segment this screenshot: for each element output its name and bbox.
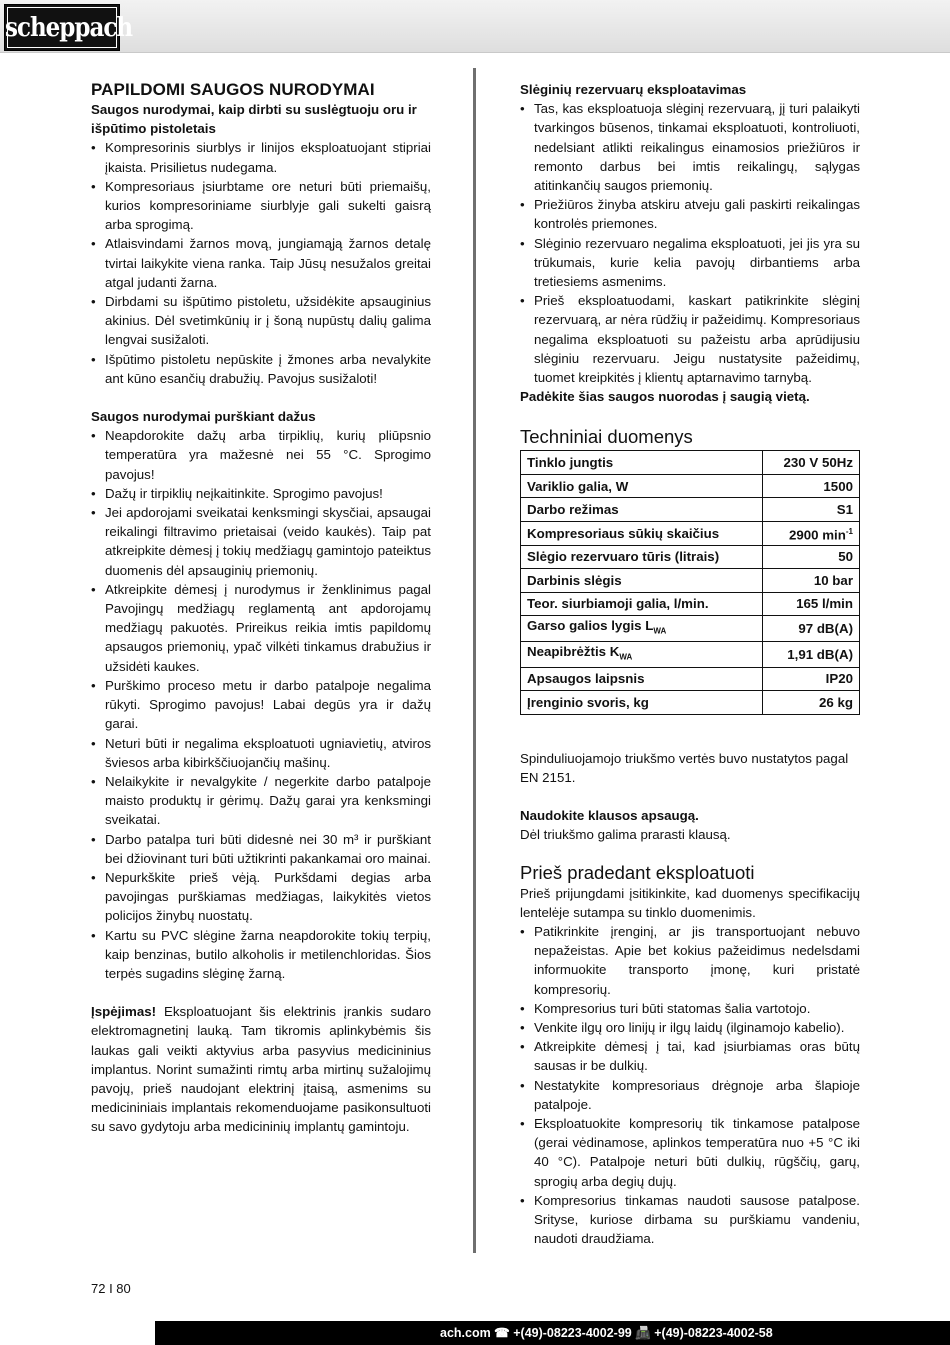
list-item: • Nelaikykite ir nevalgykite / negerkite darbo patalpoje maisto produktų ir gėrimų. Dažų garai yra kenksmingi sveikatai. xyxy=(91,772,431,830)
spec-value-sup: -1 xyxy=(845,526,853,536)
page-number: 72 I 80 xyxy=(91,1281,131,1296)
table-row xyxy=(521,451,860,475)
list-item: • Jei apdorojami sveikatai kenksmingi skysčiai, apsaugai reikalingi filtravimo prietaisai (veido kaukės). Taip pat atkreipkite dėmesį į tokių medžiagų gamintojo pateiktus duomenis dėl apsauginių priemonių. xyxy=(91,503,431,580)
subheading-pressure-vessel: Slėginių rezervuarų eksploatavimas xyxy=(520,82,747,97)
before-start-title-text: Prieš pradedant eksploatuoti xyxy=(520,861,755,883)
section-title-before-start xyxy=(520,862,860,884)
list-item: • Patikrinkite įrenginį, ar jis transportuojant nebuvo nepažeistas. Apie bet kokius pažeidimus nedelsdami informuokite transporto įmonę, kuri pristatė kompresorių. xyxy=(520,922,860,999)
table-row xyxy=(521,641,860,667)
spec-value: 97 dB(A) xyxy=(762,616,859,642)
before-start-list xyxy=(520,922,860,1248)
list-item: • Išpūtimo pistoletu nepūskite į žmones arba nevalykite ant kūno esančių drabužių. Pavojus susižaloti! xyxy=(91,350,431,388)
footer-contact: ach.com ☎ +(49)-08223-4002-99 📠 +(49)-08223-4002-58 xyxy=(440,1326,773,1340)
table-row xyxy=(521,667,860,691)
list-item: • Nepurkškite prieš vėją. Purkšdami degias arba pavojingas purškiamas medžiagas, laikykitės vietos policijos žinybų nuostatų. xyxy=(91,868,431,926)
spacer xyxy=(520,845,860,862)
list-item: • Kompresoriaus įsiurbtame ore neturi būti priemaišų, kurios kompresoriniame siurblyje gali sukelti gaisrą arba sprogimą. xyxy=(91,177,431,235)
spec-value: 165 l/min xyxy=(762,592,859,616)
section-title-tech-data xyxy=(520,426,860,448)
spec-value: S1 xyxy=(762,498,859,522)
list-item: • Neturi būti ir negalima eksploatuoti ugniavietių, atviros šviesos arba kibirkščiuojančių mašinų. xyxy=(91,734,431,772)
spec-label-text: Neapibrėžtis K xyxy=(527,643,620,659)
spec-value-text: 2900 min xyxy=(788,527,846,543)
list-item: • Kompresorinis siurblys ir linijos eksploatuojant stipriai įkaista. Prisilietus nudegama. xyxy=(91,138,431,176)
spec-label: Įrenginio svoris, kg xyxy=(521,691,763,715)
spec-label xyxy=(521,641,763,667)
table-row xyxy=(521,592,860,616)
table-row xyxy=(521,616,860,642)
pressure-vessel-list xyxy=(520,99,860,387)
spacer xyxy=(91,983,431,1002)
spacer xyxy=(520,787,860,806)
spacer xyxy=(91,388,431,407)
table-row xyxy=(521,521,860,545)
warning-text: Eksploatuojant šis elektrinis įrankis sudaro elektromagnetinį lauką. Tam tikromis aplinkybėmis šis laukas gali veikti aktyvius arba pasyvius medicininius implantus. Norint sumažinti rimtų arba mirtinų sužalojimų pavojų, prieš naudojant elektrinį įtaisą, asmenims su medicininiais implantais rekomenduojame pasikonsultuoti su savo gydytoju arba medicininių implantų gamintoju. xyxy=(91,1004,431,1135)
spec-label: Variklio galia, W xyxy=(521,474,763,498)
warning-label: Įspėjimas! xyxy=(91,1004,157,1020)
spec-value: 10 bar xyxy=(762,569,859,593)
right-column xyxy=(520,80,860,1248)
list-item: • Kartu su PVC slėgine žarna neapdorokite tokių terpių, kaip benzinas, butilo alkoholis ir metilenchloridas. Šios terpės sugadins slėginę žarną. xyxy=(91,926,431,984)
noise-note: Spinduliuojamojo triukšmo vertės buvo nustatytos pagal EN 2151. xyxy=(520,750,849,785)
list-item: • Nestatykite kompresoriaus drėgnoje arba šlapioje patalpoje. xyxy=(520,1076,860,1114)
tech-title-text: Techniniai duomenys xyxy=(520,426,693,448)
list-item: • Kompresorius tinkamas naudoti sausose patalpose. Srityse, kuriose dirbama su purškiamu vandeniu, naudoti draudžiama. xyxy=(520,1191,860,1249)
list-item: • Slėginio rezervuaro negalima eksploatuoti, jei jis yra su trūkumais, kurie kelia pavojų dirbantiems arba tretiesiems asmenims. xyxy=(520,234,860,292)
page-header xyxy=(0,0,950,53)
spec-label: Apsaugos laipsnis xyxy=(521,667,763,691)
painting-list xyxy=(91,426,431,983)
table-row xyxy=(521,474,860,498)
spec-value: 26 kg xyxy=(762,691,859,715)
left-column xyxy=(91,80,431,1137)
spec-label-sub: WA xyxy=(653,626,667,636)
list-item: • Atlaisvindami žarnos movą, jungiamąją žarnos detalę tvirtai laikykite viena ranka. Taip Jūsų nesužalos greitai atgal judanti žarna. xyxy=(91,234,431,292)
spec-label: Tinklo jungtis xyxy=(521,451,763,475)
section-title-safety: PAPILDOMI SAUGOS NURODYMAI xyxy=(91,80,375,99)
brand-logo xyxy=(4,4,133,51)
table-row xyxy=(521,691,860,715)
spec-value: 230 V 50Hz xyxy=(762,451,859,475)
list-item: • Dirbdami su išpūtimo pistoletu, užsidėkite apsauginius akinius. Dėl svetimkūnių ir į šoną nupūstų dalių galima lengvai susižaloti. xyxy=(91,292,431,350)
spec-label xyxy=(521,616,763,642)
list-item: • Dažų ir tirpiklių neįkaitinkite. Sprogimo pavojus! xyxy=(91,484,431,503)
list-item: • Eksploatuokite kompresorių tik tinkamose patalpose (gerai vėdinamose, aplinkos temperatūra nuo +5 °C iki 40 °C). Patalpoje neturi būti dulkių, rūgščių, garų, sprogių arba degių dujų. xyxy=(520,1114,860,1191)
compressed-air-list xyxy=(91,138,431,388)
list-item: • Purškimo proceso metu ir darbo patalpoje negalima rūkyti. Sprogimo pavojus! Labai degūs yra ir dažų garai. xyxy=(91,676,431,734)
list-item: • Priežiūros žinyba atskiru atveju gali paskirti reikalingas kontrolės priemones. xyxy=(520,195,860,233)
list-item: • Atkreipkite dėmesį į tai, kad įsiurbiamas oras būtų sausas ir be dulkių. xyxy=(520,1037,860,1075)
list-item: • Neapdorokite dažų arba tirpiklių, kurių pliūpsnio temperatūra yra mažesnė nei 55 °C. Sprogimo pavojus! xyxy=(91,426,431,484)
spec-label: Slėgio rezervuaro tūris (litrais) xyxy=(521,545,763,569)
list-item: • Tas, kas eksploatuoja slėginį rezervuarą, jį turi palaikyti tvarkingos būsenos, tinkamai eksploatuoti, kontroliuoti, nedelsiant atlikti reikalingus einamosios priežiūros ir remonto darbus bei imtis reikalingų, sąlygas atitinkančių saugos priemonių. xyxy=(520,99,860,195)
footer-white-block xyxy=(0,1321,155,1345)
spec-label: Kompresoriaus sūkių skaičius xyxy=(521,521,763,545)
spec-value xyxy=(762,521,859,545)
list-item: • Venkite ilgų oro linijų ir ilgų laidų (ilginamojo kabelio). xyxy=(520,1018,860,1037)
table-row xyxy=(521,545,860,569)
list-item: • Atkreipkite dėmesį į nurodymus ir ženklinimus pagal Pavojingų medžiagų reglamentą ant apdorojamų medžiagų pakuotės. Prireikus reikia imtis papildomų apsaugos priemonių, ypač vilkėti tinkamus drabužius ir užsidėti kaukes. xyxy=(91,580,431,676)
spacer xyxy=(520,715,860,749)
subheading-painting: Saugos nurodymai purškiant dažus xyxy=(91,409,316,425)
spec-label-sub: WA xyxy=(619,652,633,662)
table-row xyxy=(521,569,860,593)
warning-paragraph xyxy=(91,1002,431,1136)
spec-value: IP20 xyxy=(762,667,859,691)
table-row xyxy=(521,498,860,522)
before-start-intro: Prieš prijungdami įsitikinkite, kad duomenys specifikacijų lentelėje sutampa su tinklo duomenimis. xyxy=(520,885,860,920)
list-item: • Prieš eksploatuodami, kaskart patikrinkite slėginį rezervuarą, ar nėra rūdžių ir pažeidimų. Kompresoriaus negalima eksploatuoti su pažeistu arba aprūdijusiu slėginiu rezervuaru. Jeigu nustatysite pažeidimų, tuomet kreipkitės į klientų aptarnavimo tarnybą. xyxy=(520,291,860,387)
spec-value: 50 xyxy=(762,545,859,569)
spec-label: Teor. siurbiamoji galia, l/min. xyxy=(521,592,763,616)
list-item: • Darbo patalpa turi būti didesnė nei 30 m³ ir purškiant bei džiovinant turi būti užtikrinti pakankamai oro mainai. xyxy=(91,830,431,868)
spec-label: Darbo režimas xyxy=(521,498,763,522)
hearing-protection-title: Naudokite klausos apsaugą. xyxy=(520,808,699,824)
logo-text: scheppach xyxy=(5,11,133,44)
page-footer xyxy=(0,1321,950,1345)
column-divider xyxy=(473,68,476,1253)
spec-label: Darbinis slėgis xyxy=(521,569,763,593)
list-item: • Kompresorius turi būti statomas šalia vartotojo. xyxy=(520,999,860,1018)
keep-instructions-note: Padėkite šias saugos nuorodas į saugią vietą. xyxy=(520,389,810,405)
subheading-compressed-air: Saugos nurodymai, kaip dirbti su suslėgtuoju oru ir išpūtimo pistoletais xyxy=(91,102,417,137)
spec-value: 1500 xyxy=(762,474,859,498)
spec-value: 1,91 dB(A) xyxy=(762,641,859,667)
tech-data-table xyxy=(520,450,860,714)
spec-label-text: Garso galios lygis L xyxy=(527,618,654,634)
spacer xyxy=(520,406,860,426)
hearing-protection-text: Dėl triukšmo galima prarasti klausą. xyxy=(520,827,731,843)
